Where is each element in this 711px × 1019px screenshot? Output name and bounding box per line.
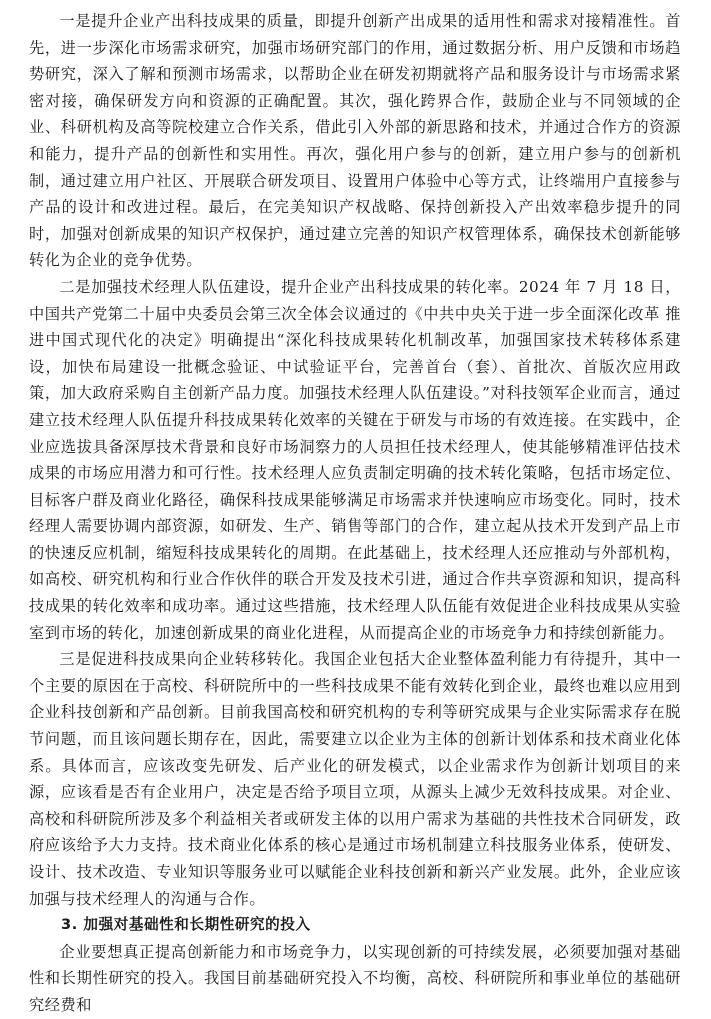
paragraph-tech-transfer: 三是促进科技成果向企业转移转化。我国企业包括大企业整体盈利能力有待提升，其中一个主要的原因在于高校、科研院所中的一些科技成果不能有效转化到企业，最终也难以应用到企业科技创新和产品创新。目前我国高校和研究机构的专利等研究成果与企业实际需求存在脱节问题，而且该问题长期存在，因此，需要建立以企业为主体的创新计划体系和技术商业化体系。具体而言，应该改变先研发、后产业化的研发模式，以企业需求作为创新计划项目的来源，应该看是否有企业用户，决定是否给予项目立项，从源头上减少无效科技成果。对企业、高校和科研院所涉及多个利益相关者或研发主体的以用户需求为基础的共性技术合同研发，政府应该给予大力支持。技术商业化体系的核心是通过市场机制建立科技服务业体系，使研发、设计、技术改造、专业知识等服务业可以赋能企业科技创新和新兴产业发展。此外，企业应该加强与技术经理人的沟通与合作。 <box>29 650 681 908</box>
paragraph-improve-quality: 一是提升企业产出科技成果的质量，即提升创新产出成果的适用性和需求对接精准性。首先，进一步深化市场需求研究，加强市场研究部门的作用，通过数据分析、用户反馈和市场趋势研究，深入了解和预测市场需求，以帮助企业在研发初期就将产品和服务设计与市场需求紧密对接，确保研发方向和资源的正确配置。其次，强化跨界合作，鼓励企业与不同领域的企业、科研机构及高等院校建立合作关系，借此引入外部的新思路和技术，并通过合作方的资源和能力，提升产品的创新性和实用性。再次，强化用户参与的创新，建立用户参与的创新机制，通过建立用户社区、开展联合研发项目、设置用户体验中心等方式，让终端用户直接参与产品的设计和改进过程。最后，在完美知识产权战略、保持创新投入产出效率稳步提升的同时，加强对创新成果的知识产权保护，通过建立完善的知识产权管理体系，确保技术创新能够转化为企业的竞争优势。 <box>29 12 681 270</box>
paragraph-technology-managers: 二是加强技术经理人队伍建设，提升企业产出科技成果的转化率。2024 年 7 月 18 日，中国共产党第二十届中央委员会第三次全体会议通过的《中共中央关于进一步全面深化改革 推进中国式现代化的决定》明确提出“深化科技成果转化机制改革，加强国家技术转移体系建设，加快布局建设一批概念验证、中试验证平台，完善首台（套）、首批次、首版次应用政策，加大政府采购自主创新产品力度。加强技术经理人队伍建设。”对科技领军企业而言，通过建立技术经理人队伍提升科技成果转化效率的关键在于研发与市场的有效连接。在实践中，企业应选拔具备深厚技术背景和良好市场洞察力的人员担任技术经理人，使其能够精准评估技术成果的市场应用潜力和可行性。技术经理人应负责制定明确的技术转化策略，包括市场定位、目标客户群及商业化路径，确保科技成果能够满足市场需求并快速响应市场变化。同时，技术经理人需要协调内部资源，如研发、生产、销售等部门的合作，建立起从技术开发到产品上市的快速反应机制，缩短科技成果转化的周期。在此基础上，技术经理人还应推动与外部机构，如高校、研究机构和行业合作伙伴的联合开发及技术引进，通过合作共享资源和知识，提高科技成果的转化效率和成功率。通过这些措施，技术经理人队伍能有效促进企业科技成果从实验室到市场的转化，加速创新成果的商业化进程，从而提高企业的市场竞争力和持续创新能力。 <box>29 277 681 642</box>
document-page <box>29 8 681 1019</box>
section-heading-basic-research: 3. 加强对基础性和长期性研究的投入 <box>61 916 311 934</box>
paragraph-basic-research: 企业要想真正提高创新能力和市场竞争力，以实现创新的可持续发展，必须要加强对基础性和长期性研究的投入。我国目前基础研究投入不均衡，高校、科研院所和事业单位的基础研究经费和 <box>29 942 681 1014</box>
